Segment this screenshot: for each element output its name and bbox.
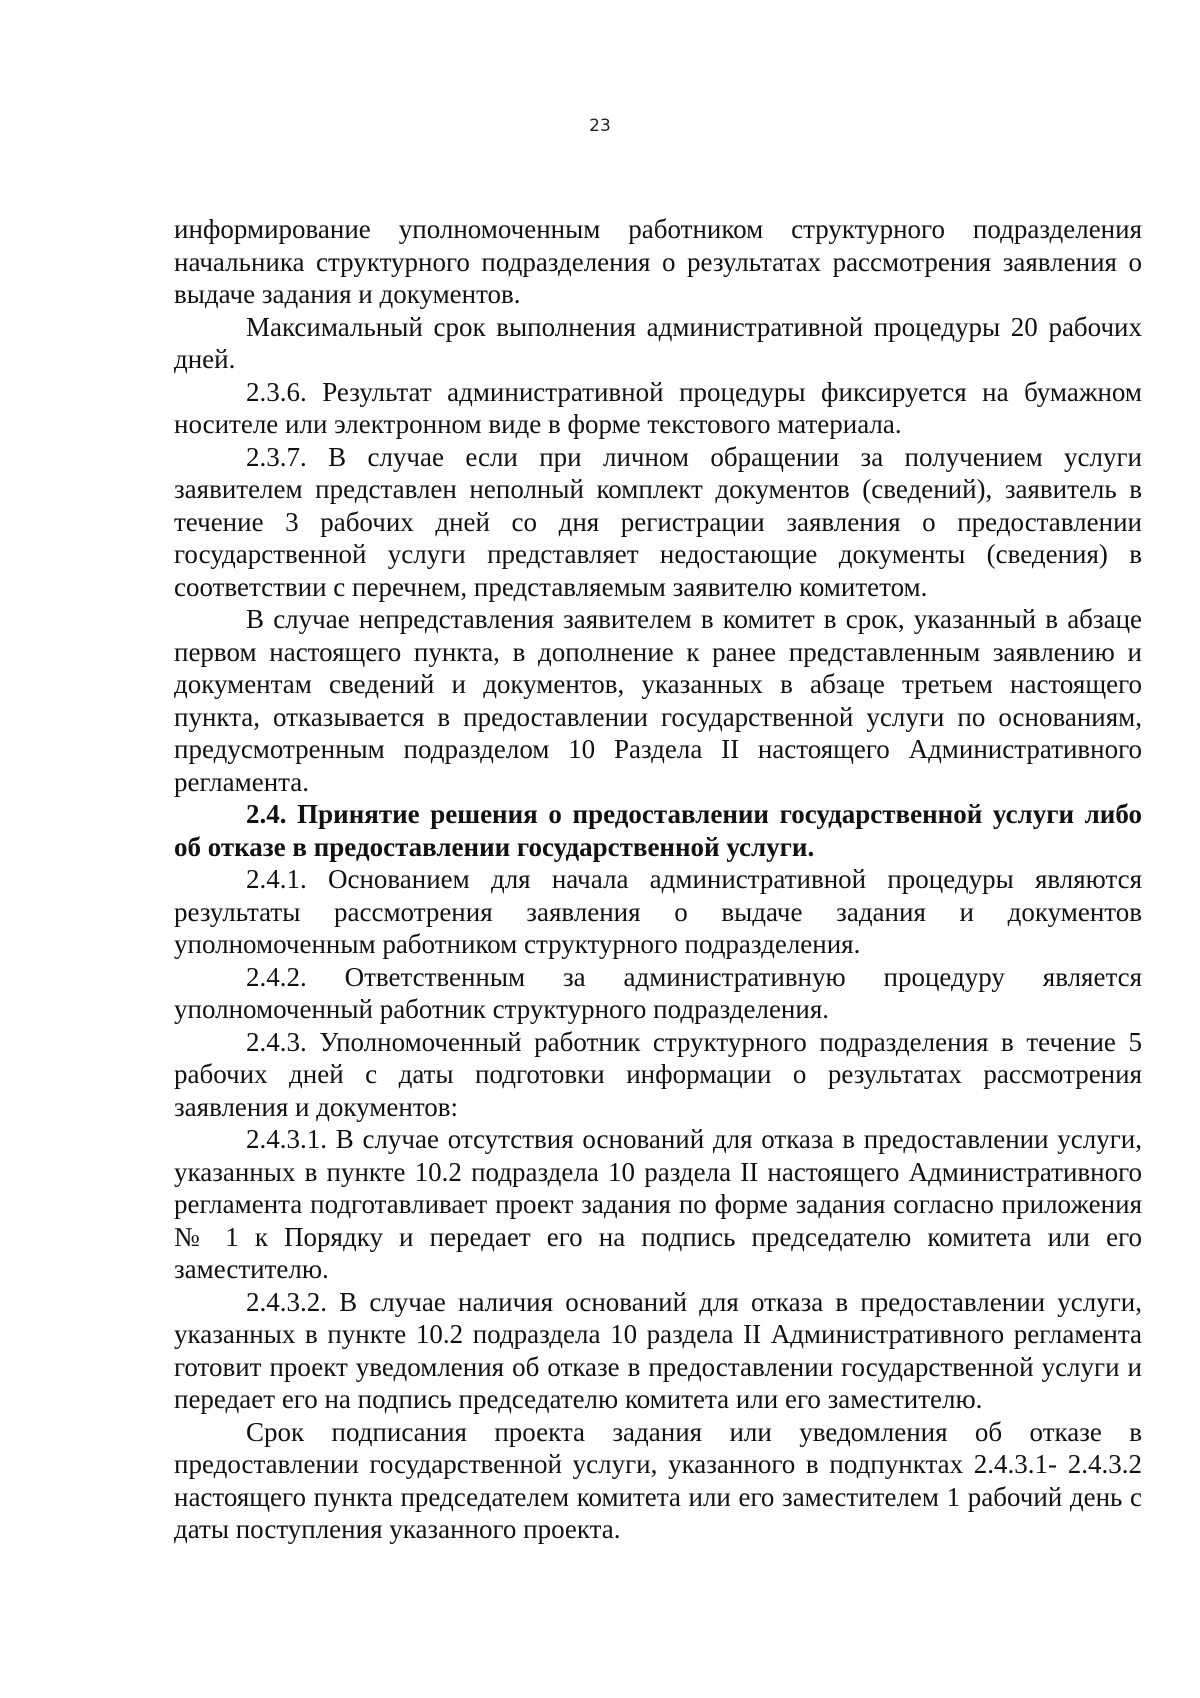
paragraph: 2.4.3. Уполномоченный работник структурного подразделения в течение 5 рабочих дней с даты подготовки информации о результатах рассмотрения заявления и документов: [174,1026,1142,1122]
paragraph: Срок подписания проекта задания или уведомления об отказе в предоставлении государственной услуги, указанного в подпунктах 2.4.3.1- 2.4.3.2 настоящего пункта председателем комитета или его заместителем 1 рабочий день с даты поступления указанного проекта. [174,1416,1142,1544]
paragraph: 2.4.2. Ответственным за административную процедуру является уполномоченный работник структурного подразделения. [174,961,1142,1024]
paragraph: В случае непредставления заявителем в комитет в срок, указанный в абзаце первом настоящего пункта, в дополнение к ранее представленным заявлению и документам сведений и документов, указанных в абзаце третьем настоящего пункта, отказывается в предоставлении государственной услуги по основаниям, предусмотренным подразделом 10 Раздела II настоящего Административного регламента. [174,604,1142,797]
paragraph: 2.4.3.1. В случае отсутствия оснований для отказа в предоставлении услуги, указанных в пункте 10.2 подраздела 10 раздела II настоящего Административного регламента подготавливает проект задания по форме задания согласно приложения № 1 к Порядку и передает его на подпись председателю комитета или его заместителю. [174,1124,1142,1284]
document-body [174,213,1142,1546]
paragraph: 2.4.1. Основанием для начала административной процедуры являются результаты рассмотрения заявления о выдаче задания и документов уполномоченным работником структурного подразделения. [174,864,1142,959]
paragraph: 2.3.6. Результат административной процедуры фиксируется на бумажном носителе или электронном виде в форме текстового материала. [174,376,1142,439]
section-heading: 2.4. Принятие решения о предоставлении государственной услуги либо об отказе в предоставлении государственной услуги. [174,799,1142,862]
page-number: 23 [589,116,611,136]
paragraph: 2.4.3.2. В случае наличия оснований для отказа в предоставлении услуги, указанных в пункте 10.2 подраздела 10 раздела II Административного регламента готовит проект уведомления об отказе в предоставлении государственной услуги и передает его на подпись председателю комитета или его заместителю. [174,1286,1142,1414]
paragraph: 2.3.7. В случае если при личном обращении за получением услуги заявителем представлен неполный комплект документов (сведений), заявитель в течение 3 рабочих дней со дня регистрации заявления о предоставлении государственной услуги представляет недостающие документы (сведения) в соответствии с перечнем, представляемым заявителю комитетом. [174,441,1142,602]
paragraph-continuation: информирование уполномоченным работником структурного подразделения начальника структурного подразделения о результатах рассмотрения заявления о выдаче задания и документов. [174,214,1142,309]
paragraph: Максимальный срок выполнения административной процедуры 20 рабочих дней. [174,311,1142,374]
